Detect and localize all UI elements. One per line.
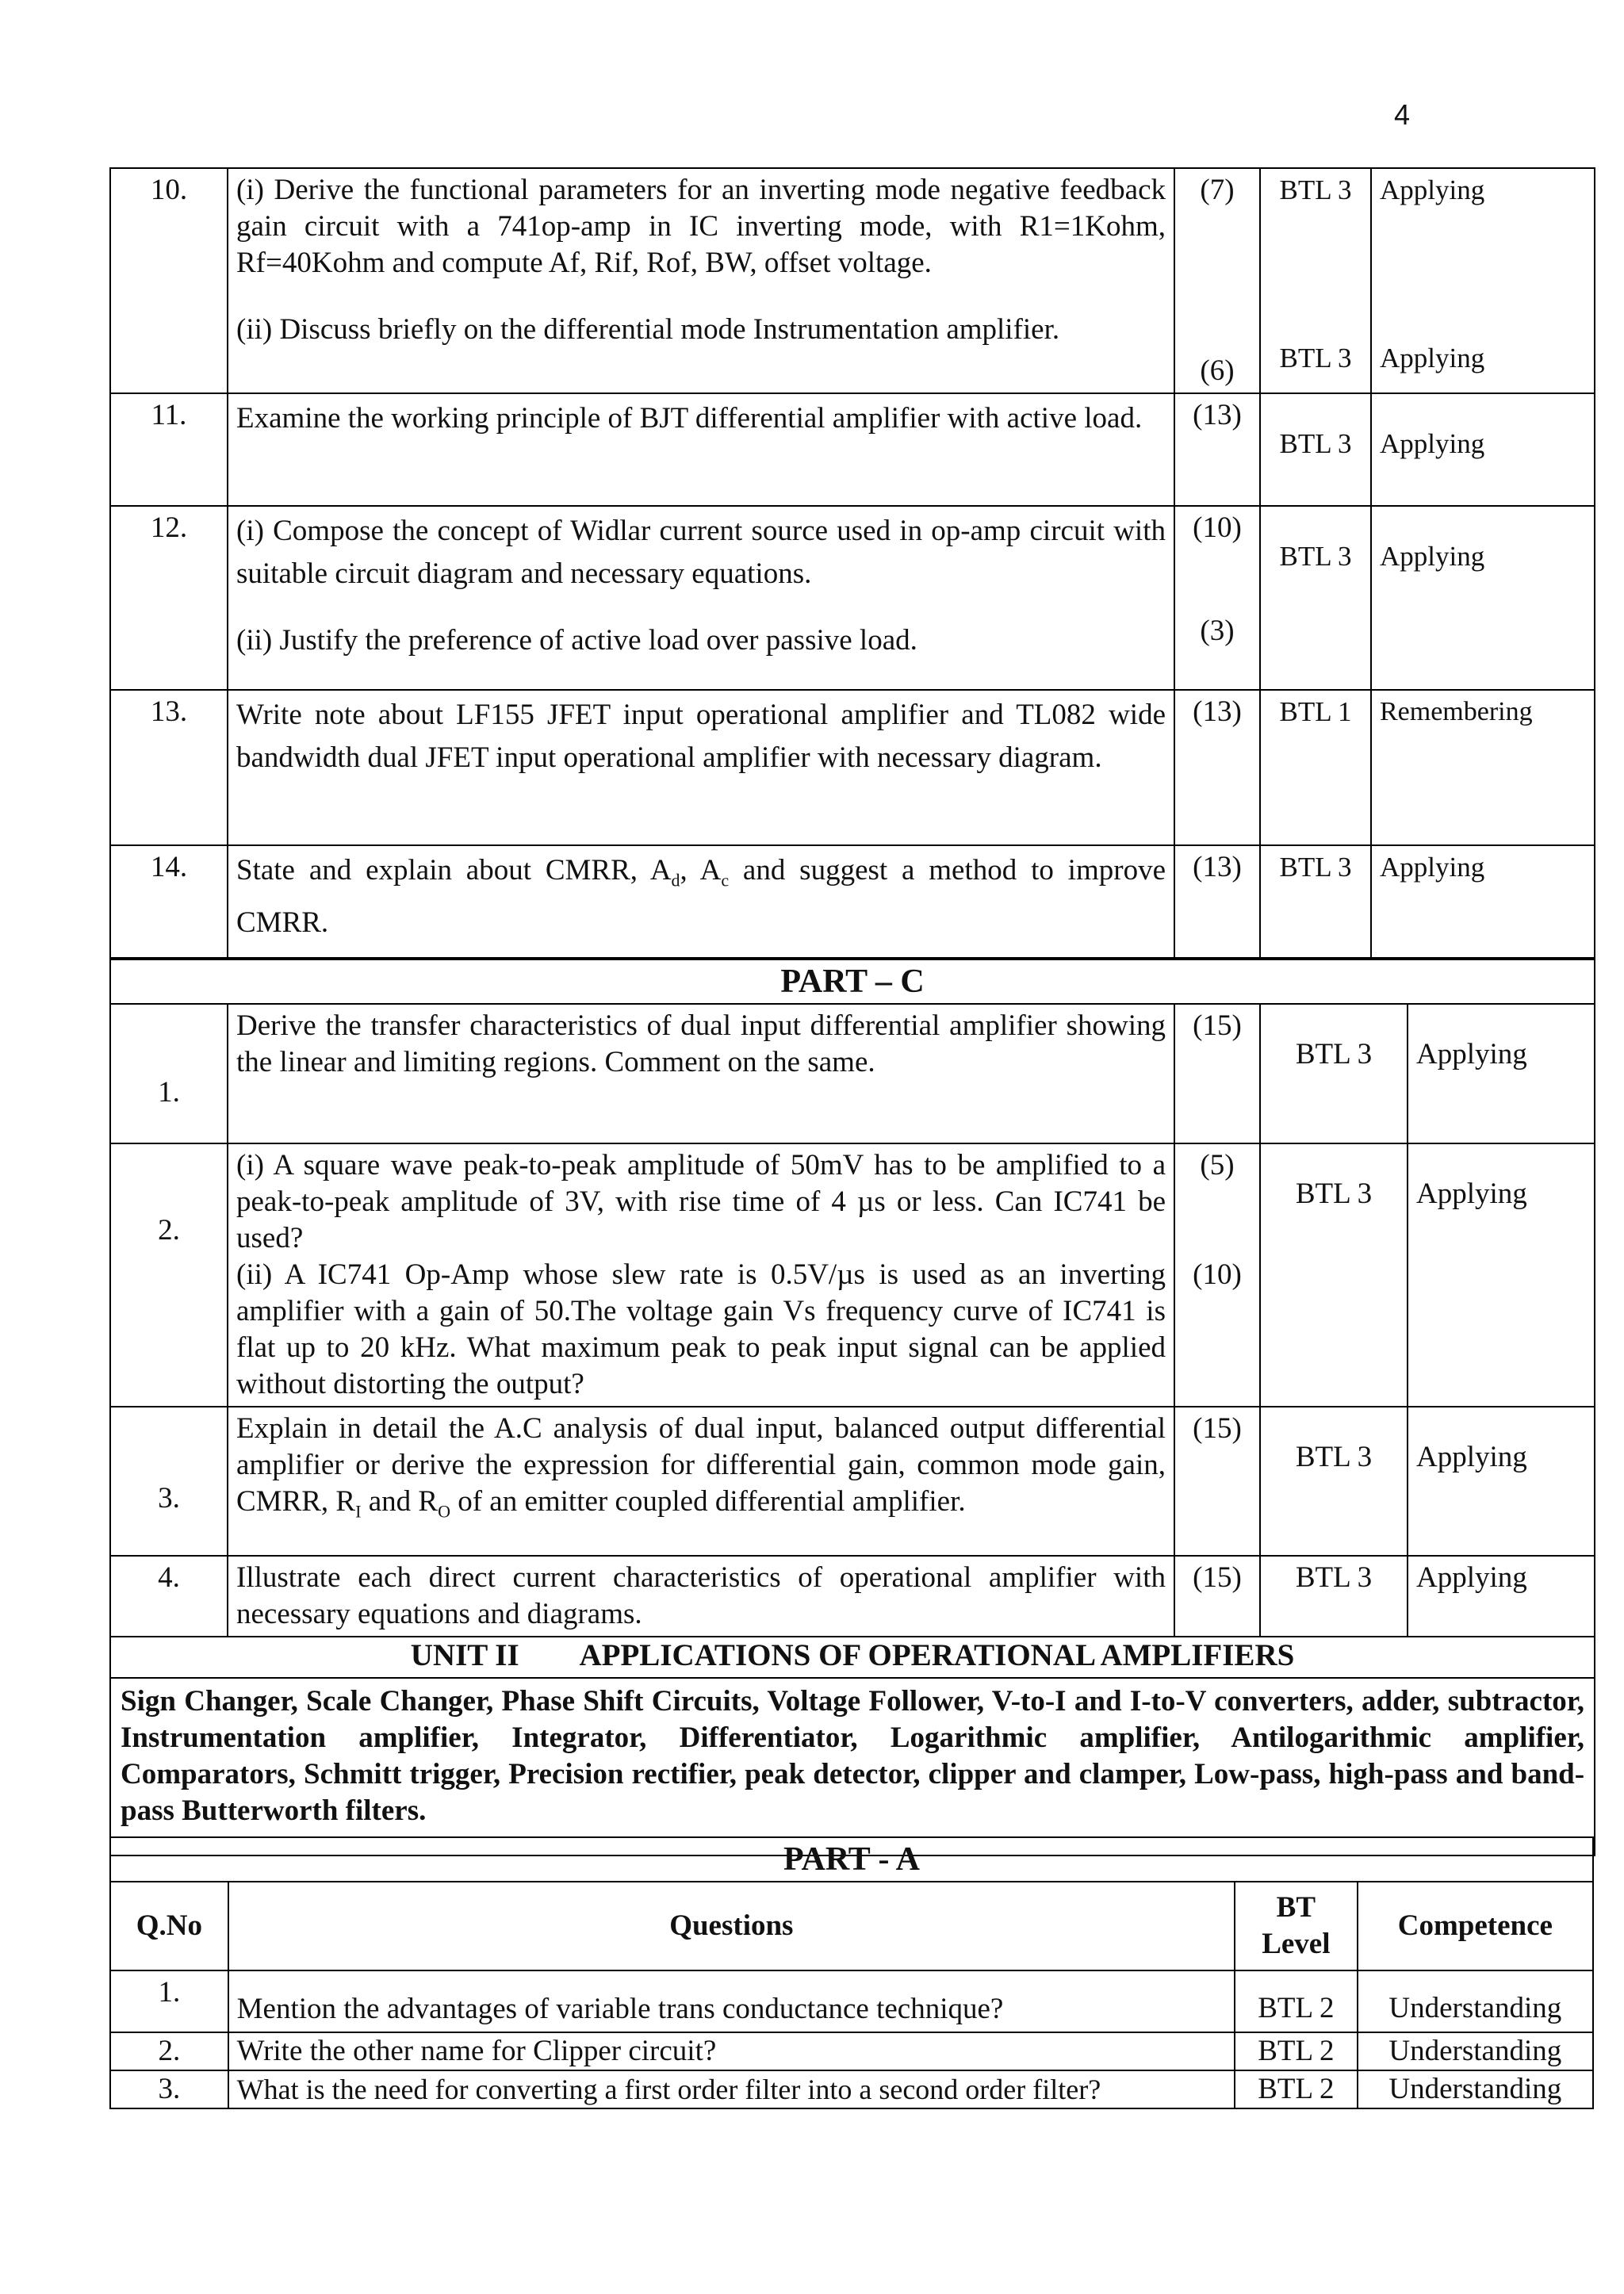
question-text: State and explain about CMRR, $A_d$, $A_c$ and suggest a method to improve CMRR. [228,845,1174,958]
marks: (13) [1174,393,1260,506]
column-header-qno: Q.No [110,1882,228,1970]
competence: Applying [1371,845,1595,958]
question-text: Write the other name for Clipper circuit? [228,2032,1235,2070]
question-text: (i) Derive the functional parameters for an inverting mode negative feedback gain circuit with a 741op-amp in IC inverting mode, with R1=1Kohm, Rf=40Kohm and compute Af, Rif, Rof, BW, offset voltage. (ii) Discuss briefly on the differential mode Instrumentation amplifier. [228,168,1174,393]
question-number: 1. [110,1970,228,2032]
part-a-heading: PART - A [110,1837,1593,1882]
question-text: Derive the transfer characteristics of dual input differential amplifier showing the linear and limiting regions. Comment on the same. [228,1004,1174,1143]
table-row [110,1556,1595,1637]
competence: Applying [1371,506,1595,690]
column-header-competence: Competence [1358,1882,1593,1970]
table-row [110,2070,1593,2108]
table-row [110,690,1595,845]
table-row [110,1970,1593,2032]
question-number: 2. [110,1143,228,1407]
part-c-heading-row [110,959,1595,1004]
part-c-heading: PART – C [110,959,1595,1004]
question-number: 11. [110,393,228,506]
competence: Applying [1408,1407,1595,1556]
competence: Understanding [1358,1970,1593,2032]
question-number: 3. [110,2070,228,2108]
table-row [110,1143,1595,1407]
question-number: 4. [110,1556,228,1637]
unit-syllabus: Sign Changer, Scale Changer, Phase Shift Circuits, Voltage Follower, V-to-I and I-to-V converters, adder, subtractor, Instrumentation amplifier, Integrator, Differentiator, Logarithmic amplifier, Antilogarithmic amplifier, Comparators, Schmitt trigger, Precision rectifier, peak detector, clipper and clamper, Low-pass, high-pass and band-pass Butterworth filters. [110,1678,1595,1855]
bt-level: BTL 3 [1260,1556,1408,1637]
bt-level: BTL 3 [1260,506,1371,690]
marks: (15) [1174,1556,1260,1637]
question-number: 1. [110,1004,228,1143]
part-a-heading-row [110,1837,1593,1882]
table-header-row [110,1882,1593,1970]
question-text: Mention the advantages of variable trans conductance technique? [228,1970,1235,2032]
question-text: Examine the working principle of BJT differential amplifier with active load. [228,393,1174,506]
table-row [110,506,1595,690]
part-a-table [109,1836,1594,2109]
competence: Understanding [1358,2070,1593,2108]
bt-level: BTL 2 [1235,2032,1358,2070]
question-text: Write note about LF155 JFET input operational amplifier and TL082 wide bandwidth dual JFET input operational amplifier with necessary diagram. [228,690,1174,845]
syllabus-row [110,1678,1595,1855]
bt-level: BTL 3 [1260,393,1371,506]
marks: (10) (3) [1174,506,1260,690]
question-number: 13. [110,690,228,845]
unit-title: UNIT II APPLICATIONS OF OPERATIONAL AMPLIFIERS [110,1637,1595,1678]
competence: Understanding [1358,2032,1593,2070]
table-row [110,1407,1595,1556]
marks: (7) (6) [1174,168,1260,393]
marks: (13) [1174,845,1260,958]
question-number: 12. [110,506,228,690]
column-header-questions: Questions [228,1882,1235,1970]
competence: Applying [1408,1004,1595,1143]
competence: Applying [1408,1143,1595,1407]
bt-level: BTL 2 [1235,1970,1358,2032]
competence: Applying [1408,1556,1595,1637]
question-number: 14. [110,845,228,958]
question-text: Illustrate each direct current characteristics of operational amplifier with necessary equations and diagrams. [228,1556,1174,1637]
table-row [110,845,1595,958]
bt-level: BTL 1 [1260,690,1371,845]
bt-level: BTL 3 [1260,845,1371,958]
bt-level: BTL 3 [1260,1407,1408,1556]
page-number: 4 [1394,98,1411,131]
part-b-table [109,167,1595,959]
table-row [110,2032,1593,2070]
question-text: Explain in detail the A.C analysis of dual input, balanced output differential amplifier or derive the expression for differential gain, common mode gain, CMRR, $R_I$ and $R_O$ of an emitter coupled differential amplifier. [228,1407,1174,1556]
table-row [110,1004,1595,1143]
bt-level: BTL 2 [1235,2070,1358,2108]
competence: Applying [1371,393,1595,506]
marks: (5) (10) [1174,1143,1260,1407]
question-number: 2. [110,2032,228,2070]
competence: Remembering [1371,690,1595,845]
question-text: (i) Compose the concept of Widlar current source used in op-amp circuit with suitable circuit diagram and necessary equations. (ii) Justify the preference of active load over passive load. [228,506,1174,690]
marks: (13) [1174,690,1260,845]
question-number: 3. [110,1407,228,1556]
part-c-table [109,959,1595,1856]
table-row [110,168,1595,393]
bt-level: BTL 3 [1260,1143,1408,1407]
marks: (15) [1174,1004,1260,1143]
question-number: 10. [110,168,228,393]
question-text: (i) A square wave peak-to-peak amplitude of 50mV has to be amplified to a peak-to-peak amplitude of 3V, with rise time of 4 µs or less. Can IC741 be used? (ii) A IC741 Op-Amp whose slew rate is 0.5V/µs is used as an inverting amplifier with a gain of 50.The voltage gain Vs frequency curve of IC741 is flat up to 20 kHz. What maximum peak to peak input signal can be applied without distorting the output? [228,1143,1174,1407]
unit-title-row [110,1637,1595,1678]
bt-level: BTL 3 BTL 3 [1260,168,1371,393]
column-header-bt-level: BT Level [1235,1882,1358,1970]
table-row [110,393,1595,506]
competence: Applying Applying [1371,168,1595,393]
bt-level: BTL 3 [1260,1004,1408,1143]
marks: (15) [1174,1407,1260,1556]
question-text: What is the need for converting a first order filter into a second order filter? [228,2070,1235,2108]
